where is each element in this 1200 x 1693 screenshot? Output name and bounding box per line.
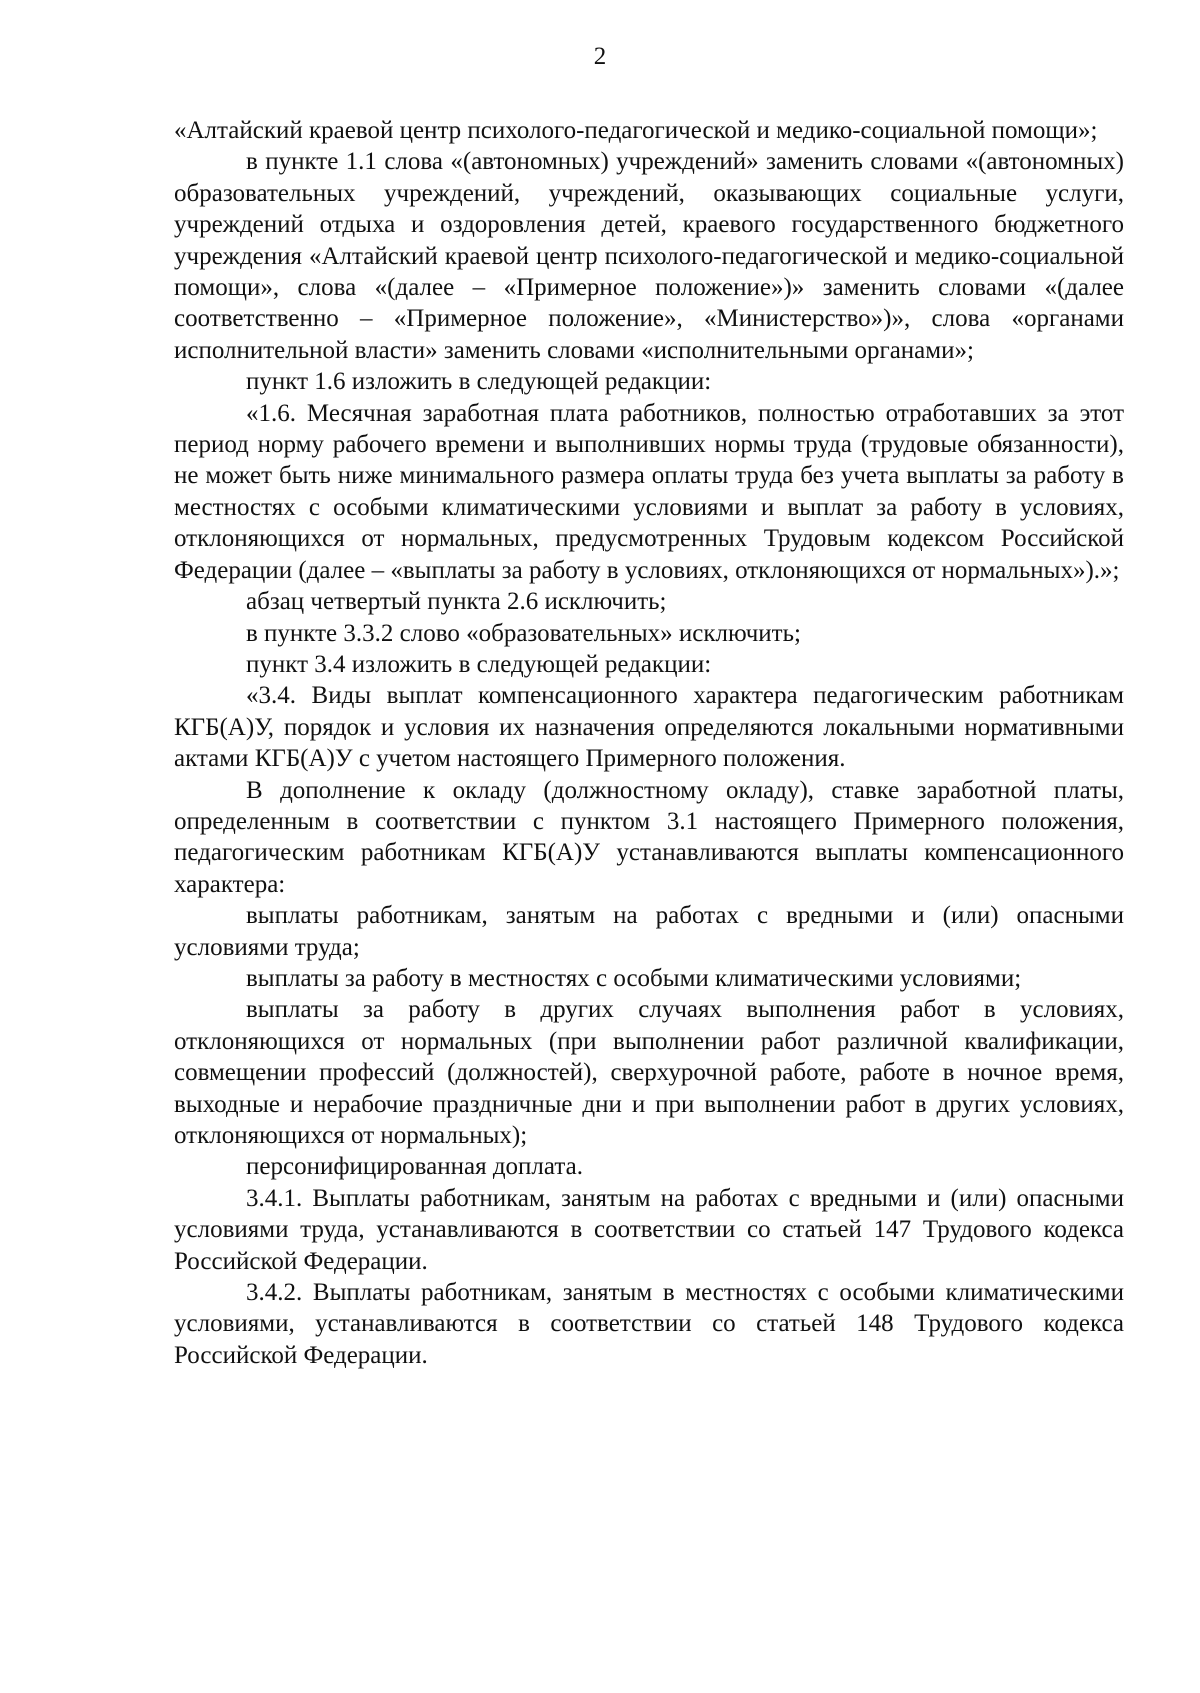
paragraph: «Алтайский краевой центр психолого-педагогической и медико-социальной помощи»; [174, 117, 1098, 144]
paragraph: «3.4. Виды выплат компенсационного характера педагогическим работникам КГБ(А)У, порядок и условия их назначения определяются локальными нормативными актами КГБ(А)У с учетом настоящего Примерного положения. [174, 682, 1124, 773]
paragraph: выплаты за работу в местностях с особыми климатическими условиями; [246, 964, 1022, 992]
paragraph: В дополнение к окладу (должностному окладу), ставке заработной платы, определенным в соответствии с пунктом 3.1 настоящего Примерного положения, педагогическим работникам КГБ(А)У устанавливаются выплаты компенсационного характера: [174, 776, 1124, 898]
paragraph: в пункте 3.3.2 слово «образовательных» исключить; [246, 619, 801, 647]
paragraph: выплаты работникам, занятым на работах с вредными и (или) опасными условиями труда; [174, 902, 1124, 961]
paragraph: персонифицированная доплата. [246, 1153, 583, 1181]
paragraph: пункт 3.4 изложить в следующей редакции: [246, 650, 712, 678]
paragraph: пункт 1.6 изложить в следующей редакции: [246, 368, 712, 396]
paragraph: «1.6. Месячная заработная плата работников, полностью отработавших за этот период норму рабочего времени и выполнивших нормы труда (трудовые обязанности), не может быть ниже минимального размера оплаты труда без учета выплаты за работу в местностях с особыми климатическими условиями и выплат за работу в условиях, отклоняющихся от нормальных, предусмотренных Трудовым кодексом Российской Федерации (далее – «выплаты за работу в условиях, отклоняющихся от нормальных»).»; [174, 399, 1124, 584]
paragraph: 3.4.2. Выплаты работникам, занятым в местностях с особыми климатическими условиями, устанавливаются в соответствии со статьей 148 Трудового кодекса Российской Федерации. [174, 1279, 1124, 1369]
document-body [174, 115, 1124, 1371]
paragraph: абзац четвертый пункта 2.6 исключить; [246, 588, 667, 616]
paragraph: 3.4.1. Выплаты работникам, занятым на работах с вредными и (или) опасными условиями труда, устанавливаются в соответствии со статьей 147 Трудового кодекса Российской Федерации. [174, 1184, 1124, 1275]
paragraph: выплаты за работу в других случаях выполнения работ в условиях, отклоняющихся от нормальных (при выполнении работ различной квалификации, совмещении профессий (должностей), сверхурочной работе, работе в ночное время, выходные и нерабочие праздничные дни и при выполнении работ в других условиях, отклоняющихся от нормальных); [174, 996, 1124, 1149]
paragraph: в пункте 1.1 слова «(автономных) учреждений» заменить словами «(автономных) образовательных учреждений, учреждений, оказывающих социальные услуги, учреждений отдыха и оздоровления детей, краевого государственного бюджетного учреждения «Алтайский краевой центр психолого-педагогической и медико-социальной помощи», слова «(далее – «Примерное положение»)» заменить словами «(далее соответственно – «Примерное положение», «Министерство»)», слова «органами исполнительной власти» заменить словами «исполнительными органами»; [174, 148, 1124, 364]
page-number: 2 [593, 43, 607, 70]
